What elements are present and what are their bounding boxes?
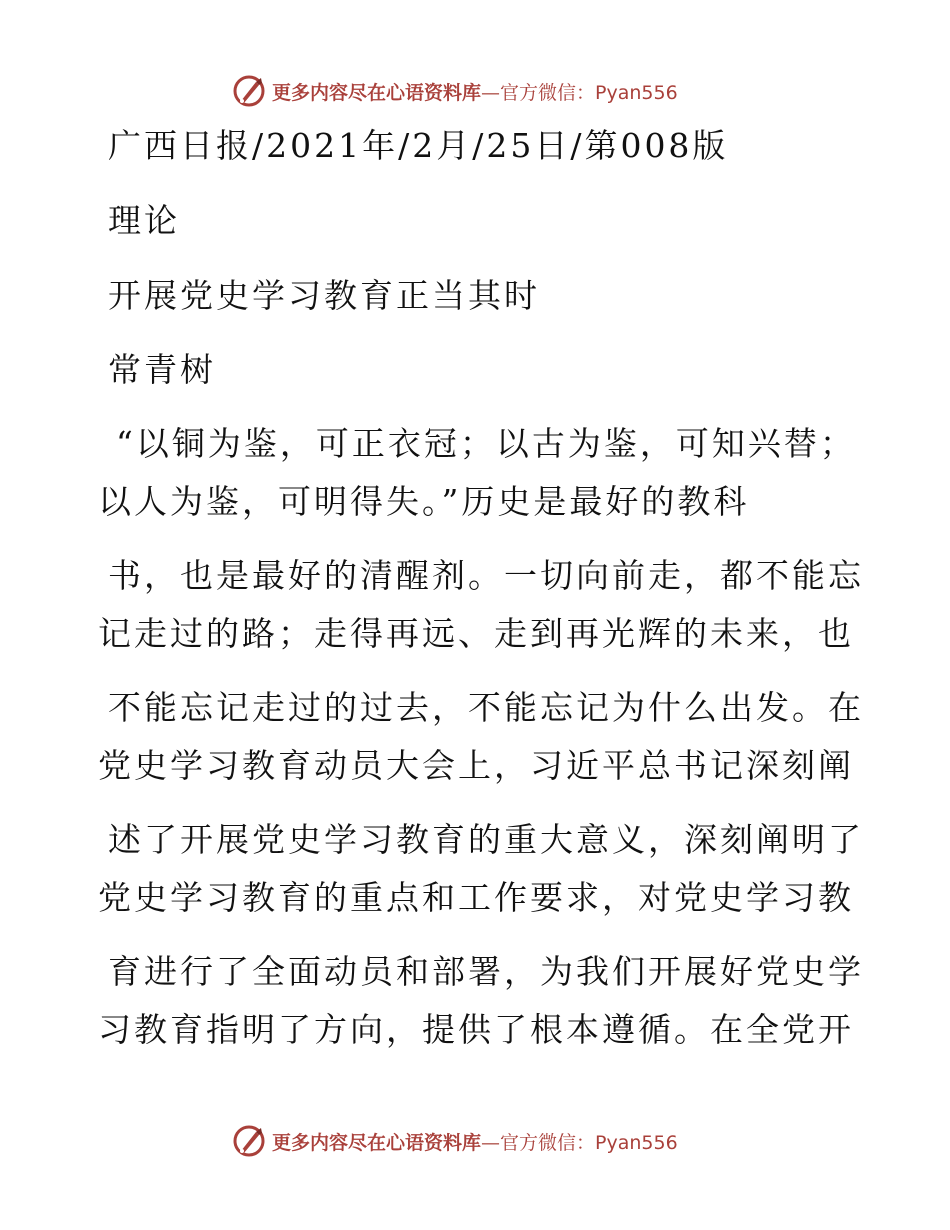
body-line: “以铜为鉴，可正衣冠；以古为鉴，可知兴替； [116,424,856,463]
quill-pen-logo-icon [232,74,266,108]
watermark-brand: 更多内容尽在心语资料库 [272,1131,482,1154]
section-label: 理论 [108,201,180,240]
quill-pen-logo-icon [232,1124,266,1158]
watermark-wechat-id: Pyan556 [595,1131,678,1154]
article-author: 常青树 [108,350,216,389]
body-line: 记走过的路；走得再远、走到再光辉的未来，也 [98,614,854,653]
body-line: 书，也是最好的清醒剂。一切向前走，都不能忘 [108,556,864,595]
watermark-brand: 更多内容尽在心语资料库 [272,81,482,104]
source-line: 广西日报/2021年/2月/25日/第008版 [108,126,729,165]
watermark-separator: — [481,1131,501,1154]
header-watermark [232,71,678,111]
footer-watermark [232,1121,678,1161]
body-line: 不能忘记走过的过去，不能忘记为什么出发。在 [108,688,864,727]
body-line: 以人为鉴，可明得失。”历史是最好的教科 [98,482,750,521]
watermark-separator: — [481,81,501,104]
body-line: 育进行了全面动员和部署，为我们开展好党史学 [108,952,864,991]
body-line: 党史学习教育动员大会上，习近平总书记深刻阐 [98,746,854,785]
watermark-wechat-id: Pyan556 [595,81,678,104]
body-line: 述了开展党史学习教育的重大意义，深刻阐明了 [108,820,864,859]
body-line: 习教育指明了方向，提供了根本遵循。在全党开 [98,1010,854,1049]
watermark-wechat-label: 官方微信： [500,81,596,104]
article-title: 开展党史学习教育正当其时 [108,276,540,315]
body-line: 党史学习教育的重点和工作要求，对党史学习教 [98,878,854,917]
watermark-wechat-label: 官方微信： [500,1131,596,1154]
